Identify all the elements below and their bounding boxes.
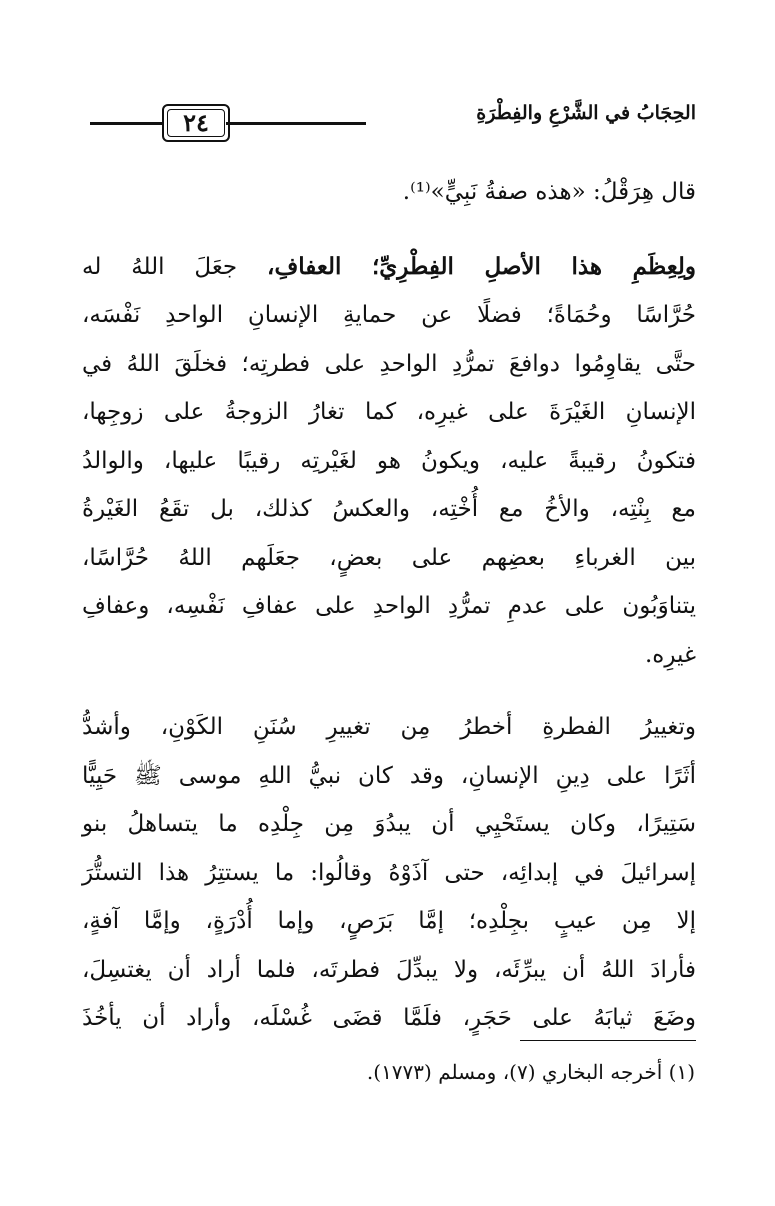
text-line: إسرائيلَ في إبدائِه، حتى آذَوْهُ وقالُوا: ما يستتِرُ هذا التستُّرَ [82, 859, 696, 886]
paragraph-2 [82, 243, 696, 680]
text-line: إلا مِن عيبٍ بجِلْدِه؛ إمَّا بَرَصٍ، وإما أُدْرَةٍ، وإمَّا آفةٍ، [82, 908, 696, 934]
footnote-separator [520, 1040, 696, 1041]
text-line: وتغييرُ الفطرةِ أخطرُ مِن تغييرِ سُنَنِ الكَوْنِ، وأشدُّ [82, 714, 696, 740]
page-number: ٢٤ [183, 108, 209, 137]
text-line: وضَعَ ثيابَهُ على حَجَرٍ، فلَمَّا قضَى غُسْلَه، وأراد أن يأخُذَ [82, 1005, 696, 1031]
text-line: فتكونُ رقيبةً عليه، ويكونُ هو لغَيْرتِه رقيبًا عليها، والوالدُ [82, 447, 696, 474]
text-line: فأرادَ اللهُ أن يبرِّئَه، ولا يبدِّلَ فطرتَه، فلما أراد أن يغتسِلَ، [82, 956, 696, 983]
running-title: الحِجَابُ في الشَّرْعِ والفِطْرَةِ [476, 102, 696, 124]
text-span: جعَلَ اللهُ له [82, 253, 268, 280]
page-number-frame [162, 104, 230, 142]
text-line: مع بِنْتِه، والأخُ مع أُخْتِه، والعكسُ كذلك، بل تقَعُ الغَيْرةُ [82, 496, 696, 522]
footnote: (١) أخرجه البخاري (٧)، ومسلم (١٧٧٣). [366, 1060, 695, 1084]
text-line: أثَرًا على دِينِ الإنسانِ، وقد كان نبيُّ اللهِ موسى ﷺ حَيِيًّا [82, 762, 696, 789]
text-line: حتَّى يقاوِمُوا دوافعَ تمرُّدِ الواحدِ على فطرتِه؛ فخلَقَ اللهُ في [82, 350, 696, 377]
text-line [82, 243, 696, 292]
text-line: الإنسانِ الغَيْرَةَ على غيرِه، كما تغارُ الزوجةُ على زوجِها، [82, 399, 696, 425]
text-line: يتناوَبُون على عدمِ تمرُّدِ الواحدِ على عفافِ نَفْسِه، وعفافِ [82, 593, 696, 619]
paragraph-1 [82, 168, 696, 217]
bold-phrase: ولِعِظَمِ هذا الأصلِ الفِطْرِيِّ؛ العفافِ، [267, 252, 696, 280]
paragraph-3 [82, 703, 696, 1043]
text-line: غيرِه. [644, 641, 696, 668]
body-text [82, 168, 696, 1043]
header-rule-left [90, 122, 162, 125]
text-line: سَتِيرًا، وكان يستَحْيِي أن يبدُوَ مِن جِلْدِه ما يتساهلُ بنو [82, 811, 696, 837]
text-line: بين الغرباءِ بعضِهم على بعضٍ، جعَلَهم اللهُ حُرَّاسًا، [82, 544, 696, 571]
text-line: حُرَّاسًا وحُمَاةً؛ فضلًا عن حمايةِ الإنسانِ الواحدِ نَفْسَه، [82, 302, 696, 328]
text-line: قال هِرَقْلُ: «هذه صفةُ نَبِيٍّ»⁽¹⁾. [402, 179, 696, 205]
page-header [90, 98, 696, 144]
header-rule-right [226, 122, 366, 125]
